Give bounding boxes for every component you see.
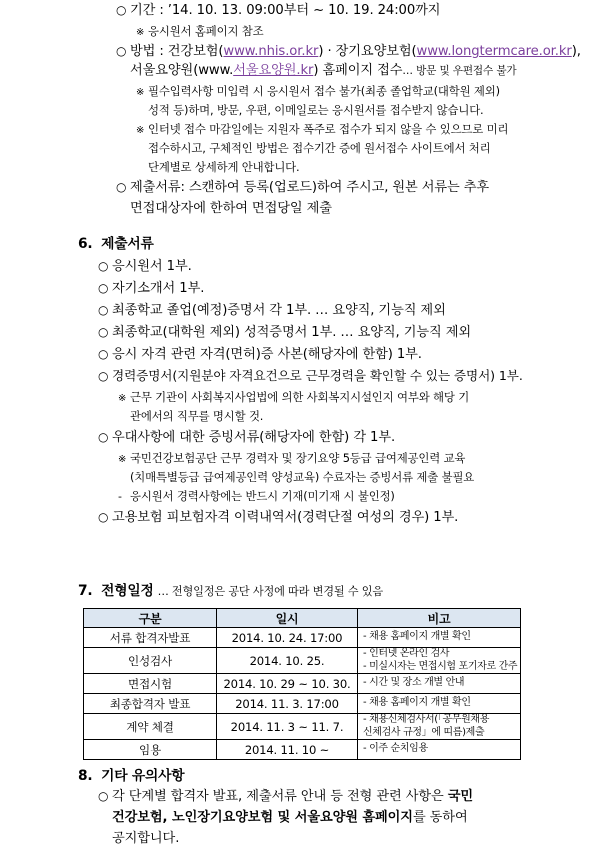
cell-remarks: [358, 628, 521, 648]
remark-line: 신체검사 규정」에 띠름)제출: [363, 726, 485, 738]
doc-item-application: [98, 260, 192, 273]
notice-text-bold: 건강보험, 노인장기요양보험 및 서울요양원 홈페이지: [112, 810, 413, 825]
remark-line: - 시간 및 장소 개별 안내: [363, 677, 465, 689]
doc-item-label: 응시원서 1부.: [112, 259, 192, 274]
sub-note-text: 응시원서 홈페이지 참조: [148, 24, 264, 38]
remark-line: - 인터넷 온라인 검사: [363, 648, 450, 659]
circle-bullet-icon: ○: [98, 303, 109, 317]
doc-item-employment-insurance: [98, 511, 458, 524]
doc-item-label: 경력증명서(지원분야 자격요건으로 근무경력을 확인할 수 있는 증명서) 1부.: [112, 368, 523, 383]
table-row: [84, 714, 521, 740]
remark-line: - 채용 홈페이지 개별 확인: [363, 631, 471, 643]
notice-text-normal: 각 단계별 합격자 발표, 제출서류 안내 등 전형 관련 사항은: [112, 789, 448, 804]
cell-category: 면접시험: [84, 674, 217, 694]
section-8-heading: [78, 764, 184, 784]
notice-text-normal: 를 동하여: [412, 810, 468, 825]
section-7-note: … 전형일정은 공단 사정에 따라 변경될 수 있음: [157, 585, 383, 598]
cell-category: 임용: [84, 740, 217, 760]
sub-note-text: 필수입력사항 미입력 시 응시원서 접수 불가(최종 졸업학교(대학원 제외): [148, 84, 500, 98]
doc-item-label: 응시 자격 관련 자격(면허)증 사본(해당자에 한함) 1부.: [112, 347, 422, 362]
doc-item-license-copy: [98, 348, 422, 361]
section-8-number: 8.: [78, 768, 93, 784]
method-trailing: ),: [571, 44, 581, 59]
doc-item-graduation-cert: [98, 304, 446, 317]
table-row: [84, 628, 521, 648]
bullet-item-period: [116, 4, 440, 17]
section-7-heading: [78, 579, 383, 599]
period-text: 기간 : ’14. 10. 13. 09:00부터 ~ 10. 19. 24:00까지: [130, 3, 441, 18]
doc-item-label: 최종학교 졸업(예정)증명서 각 1부. … 요양직, 기능직 제외: [112, 303, 446, 318]
reference-mark-icon: ※: [136, 27, 145, 38]
doc-item-preference-proof: [98, 431, 395, 444]
table-row: [84, 694, 521, 714]
cell-category: 인성검사: [84, 648, 217, 674]
doc-item-self-intro: [98, 282, 204, 295]
column-header-category: 구분: [84, 609, 217, 628]
seoul-nursing-home-prefix: 서울요양원(www.: [130, 63, 234, 78]
sub-note-deadline-line1: [136, 124, 508, 136]
section-6-title: 제출서류: [101, 236, 154, 252]
submission-line1: 제출서류: 스캔하여 등록(업로드)하여 주시고, 원본 서류는 추후: [130, 180, 490, 195]
career-cert-note-line1: [118, 392, 469, 404]
career-cert-note-line2: [130, 411, 263, 422]
link-nhis[interactable]: www.nhis.or.kr: [223, 44, 319, 59]
cell-category: 계약 체결: [84, 714, 217, 740]
reference-mark-icon: ※: [118, 393, 127, 404]
circle-bullet-icon: ○: [116, 180, 127, 194]
doc-item-label: 우대사항에 대한 증빙서류(해당자에 한함) 각 1부.: [112, 430, 396, 445]
circle-bullet-icon: ○: [116, 44, 127, 58]
sub-note-text: 성적 등)하며, 방문, 우편, 이메일로는 응시원서를 접수받지 않습니다.: [148, 103, 484, 117]
sub-note-text: 관에서의 직무를 명시할 것.: [130, 409, 264, 423]
circle-bullet-icon: ○: [98, 369, 109, 383]
cell-date: 2014. 11. 10 ~: [217, 740, 358, 760]
cell-remarks: [358, 714, 521, 740]
cell-remarks: [358, 648, 521, 674]
sub-note-text: 접수하시고, 구체적인 방법은 접수기간 증에 원서접수 사이트에서 처리: [148, 141, 491, 155]
seoul-nursing-home-suffix: ) 홈페이지 접수: [313, 63, 403, 78]
notice-item-line1: [98, 790, 473, 803]
cell-date: 2014. 10. 25.: [217, 648, 358, 674]
schedule-table-wrapper: [83, 608, 517, 760]
bullet-item-submission: [116, 181, 489, 194]
submission-line2: 면접대상자에 한하여 면접당일 제출: [130, 201, 332, 216]
cell-category: 최종합격자 발표: [84, 694, 217, 714]
doc-item-career-cert: [98, 370, 523, 383]
method-line-2: [130, 64, 517, 77]
method-label: 방법 : 건강보험(: [130, 44, 224, 59]
table-header-row: [84, 609, 521, 628]
circle-bullet-icon: ○: [98, 789, 109, 803]
section-7-number: 7.: [78, 583, 93, 599]
remark-line: - 미실시자는 면접시험 포기자로 간주: [363, 660, 518, 672]
submission-line-2: [130, 202, 332, 215]
link-longtermcare[interactable]: www.longtermcare.or.kr: [416, 44, 572, 59]
doc-item-label: 고용보험 피보험자격 이력내역서(경력단절 여성의 경우) 1부.: [112, 510, 459, 525]
circle-bullet-icon: ○: [98, 259, 109, 273]
sub-note-text: (치매특별등급 급여제공인력 양성교육) 수료자는 증빙서류 제출 불필요: [130, 470, 475, 484]
circle-bullet-icon: ○: [116, 3, 127, 17]
cell-remarks: [358, 694, 521, 714]
reference-mark-icon: ※: [136, 125, 145, 136]
cell-category: 서류 합격자발표: [84, 628, 217, 648]
cell-date: 2014. 10. 24. 17:00: [217, 628, 358, 648]
sub-note-homepage-ref: [136, 26, 263, 38]
notice-item-line2: [112, 811, 468, 824]
dash-bullet-icon: -: [118, 490, 122, 503]
method-separator: ) · 장기요양보험(: [318, 44, 417, 59]
cell-date: 2014. 11. 3 ~ 11. 7.: [217, 714, 358, 740]
circle-bullet-icon: ○: [98, 347, 109, 361]
sub-note-deadline-line2: [148, 143, 491, 154]
remark-line: - 채용 홈페이지 개별 확인: [363, 697, 471, 709]
column-header-remarks: 비고: [358, 609, 521, 628]
notice-item-line3: [112, 832, 179, 845]
circle-bullet-icon: ○: [98, 281, 109, 295]
section-7-title: 전형일정: [101, 583, 154, 599]
sub-note-text: 단계별로 상세하게 안내합니다.: [148, 160, 300, 174]
column-header-date: 일시: [217, 609, 358, 628]
remark-line: - 채용신체검사서(「공무원채용: [363, 714, 490, 725]
schedule-table-body: [84, 628, 521, 760]
cell-date: 2014. 10. 29 ~ 10. 30.: [217, 674, 358, 694]
sub-note-text: 국민건강보험공단 근무 경력자 및 장기요양 5등급 급여제공인력 교육: [130, 451, 466, 465]
sub-note-deadline-line3: [148, 162, 300, 173]
reference-mark-icon: ※: [136, 87, 145, 98]
preference-note-dash: [118, 491, 395, 502]
schedule-table: [83, 608, 521, 760]
doc-item-label: 자기소개서 1부.: [112, 281, 205, 296]
circle-bullet-icon: ○: [98, 325, 109, 339]
circle-bullet-icon: ○: [98, 510, 109, 524]
notice-text-normal: 공지합니다.: [112, 831, 180, 846]
preference-note-line2: [130, 472, 474, 483]
preference-note-line1: [118, 453, 465, 465]
notice-text-bold: 국민: [447, 789, 473, 804]
sub-note-text: 인터넷 접수 마감일에는 지원자 폭주로 접수가 되지 않을 수 있으므로 미리: [148, 122, 509, 136]
sub-note-required-fields-line2: [148, 105, 484, 116]
cell-date: 2014. 11. 3. 17:00: [217, 694, 358, 714]
link-seoul-nursing-home[interactable]: 서울요양원.kr: [233, 63, 314, 78]
remark-line: - 이주 순치임용: [363, 743, 428, 755]
sub-note-text: 근무 기관이 사회복지사업법에 의한 사회복지시설인지 여부와 해당 기: [130, 390, 470, 404]
doc-item-transcript: [98, 326, 471, 339]
section-6-number: 6.: [78, 236, 93, 252]
method-small-note: … 방문 및 우편접수 불가: [402, 65, 517, 77]
bullet-item-method: [116, 45, 581, 58]
doc-item-label: 최종학교(대학원 제외) 성적증명서 1부. … 요양직, 기능직 제외: [112, 325, 471, 340]
section-8-title: 기타 유의사항: [101, 768, 185, 784]
table-row: [84, 674, 521, 694]
table-row: [84, 648, 521, 674]
sub-note-required-fields-line1: [136, 86, 500, 98]
reference-mark-icon: ※: [118, 454, 127, 465]
cell-remarks: [358, 674, 521, 694]
circle-bullet-icon: ○: [98, 430, 109, 444]
table-row: [84, 740, 521, 760]
sub-note-text: 응시원서 경력사항에는 반드시 기재(미기재 시 불인정): [130, 489, 395, 503]
section-6-heading: [78, 232, 154, 252]
cell-remarks: [358, 740, 521, 760]
